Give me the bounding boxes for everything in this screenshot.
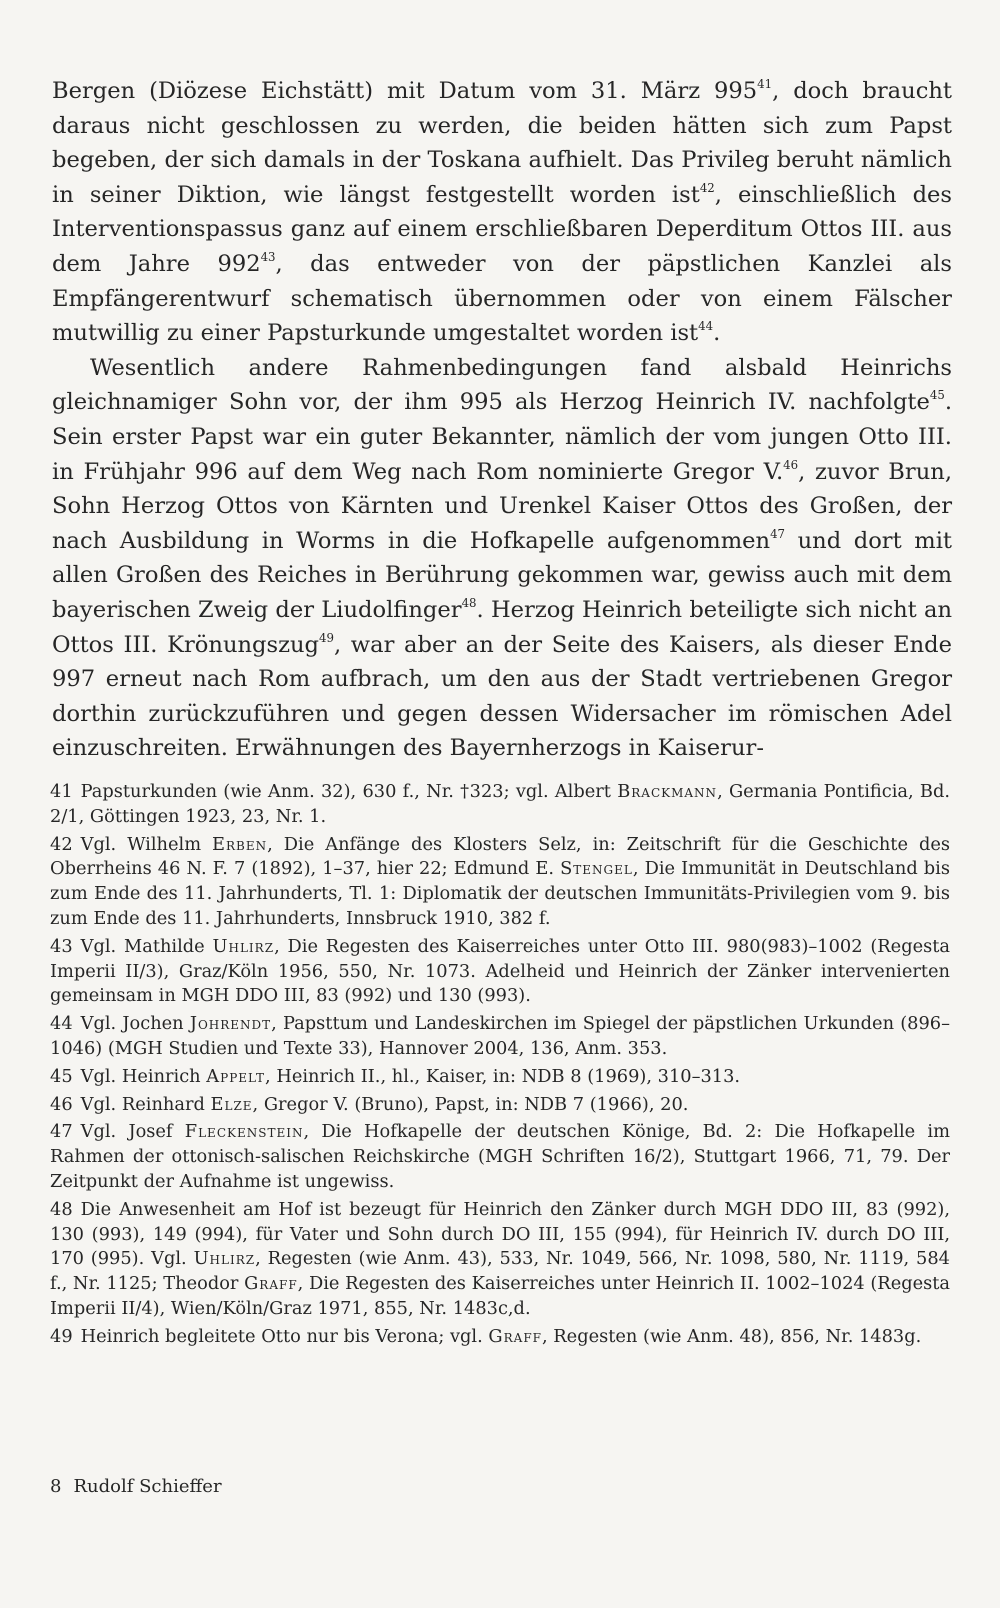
author-name: Graff — [488, 1325, 542, 1347]
author-name: Stengel — [560, 858, 633, 880]
running-author: Rudolf Schieffer — [73, 1476, 222, 1497]
author-name: Elze — [210, 1093, 253, 1115]
footnote-ref-42[interactable]: 42 — [699, 180, 715, 195]
footnote-number: 45 — [50, 1065, 73, 1087]
footnote-number: 47 — [50, 1121, 73, 1143]
footnote-number: 46 — [50, 1093, 73, 1115]
footnote-ref-46[interactable]: 46 — [783, 457, 799, 472]
author-name: Brackmann — [617, 781, 718, 802]
author-name: Uhlirz — [193, 1248, 256, 1270]
footnote-44: 44 Vgl. Jochen Johrendt, Papsttum und Landeskirchen im Spiegel der päpstlichen Urkunden (896–1046) (MGH Studien und Texte 33), Hannover 2004, 136, Anm. 353. — [50, 1013, 950, 1059]
footnote-41: 41 Papsturkunden (wie Anm. 32), 630 f., Nr. †323; vgl. Albert Brackmann, Germania Pontificia, Bd. 2/1, Göttingen 1923, 23, Nr. 1. — [50, 781, 950, 827]
footnote-46: 46 Vgl. Reinhard Elze, Gregor V. (Bruno), Papst, in: NDB 7 (1966), 20. — [50, 1093, 689, 1115]
author-name: Johrendt — [189, 1013, 272, 1035]
footnote-45: 45 Vgl. Heinrich Appelt, Heinrich II., hl., Kaiser, in: NDB 8 (1969), 310–313. — [50, 1065, 741, 1087]
footnote-43: 43 Vgl. Mathilde Uhlirz, Die Regesten des Kaiserreiches unter Otto III. 980(983)–1002 (Regesta Imperii II/3), Graz/Köln 1956, 550, Nr. 1073. Adelheid und Heinrich der Zänker intervenierten gemeinsam in MGH DDO III, 83 (992) und 130 (993). — [50, 935, 950, 1007]
page-footer — [50, 1475, 222, 1499]
footnote-ref-47[interactable]: 47 — [770, 526, 786, 541]
footnote-ref-48[interactable]: 48 — [461, 595, 477, 610]
author-name: Fleckenstein — [184, 1121, 304, 1143]
footnote-42: 42 Vgl. Wilhelm Erben, Die Anfänge des Klosters Selz, in: Zeitschrift für die Geschichte des Oberrheins 46 N. F. 7 (1892), 1–37, hier 22; Edmund E. Stengel, Die Immunität in Deutschland bis zum Ende des 11. Jahrhunderts, Tl. 1: Diplomatik der deutschen Immunitäts-Privilegien vom 9. bis zum Ende des 11. Jahrhunderts, Innsbruck 1910, 382 f. — [50, 833, 950, 929]
footnote-number: 44 — [50, 1013, 73, 1035]
author-name: Erben — [212, 833, 268, 855]
footnote-number: 41 — [50, 781, 73, 802]
paragraph-2: Wesentlich andere Rahmenbedingungen fand alsbald Heinrichs gleichnamiger Sohn vor, der ihm 995 als Herzog Heinrich IV. nachfolgte$^{45}$. Sein erster Papst war ein guter Bekannter, nämlich der vom jungen Otto III. in Frühjahr 996 auf dem Weg nach Rom nominierte Gregor V.$^{46}$, zuvor Brun, Sohn Herzog Ottos von Kärnten und Urenkel Kaiser Ottos des Großen, der nach Ausbildung in Worms in die Hofkapelle aufgenommen$^{47}$ und dort mit allen Großen des Reiches in Berührung gekommen war, gewiss auch mit dem bayerischen Zweig der Liudolfinger$^{48}$. Herzog Heinrich beteiligte sich nicht an Ottos III. Krönungszug$^{49}$, war aber an der Seite des Kaisers, als dieser Ende 997 erneut nach Rom aufbrach, um den aus der Stadt vertriebenen Gregor dorthin zurückzuführen und gegen dessen Widersacher im römischen Adel einzuschreiten. Erwähnungen des Bayernherzogs in Kaiserur- — [52, 354, 952, 762]
footnote-47: 47 Vgl. Josef Fleckenstein, Die Hofkapelle der deutschen Könige, Bd. 2: Die Hofkapelle im Rahmen der ottonisch-salischen Reichskirche (MGH Schriften 16/2), Stuttgart 1966, 71, 79. Der Zeitpunkt der Aufnahme ist ungewiss. — [50, 1121, 950, 1192]
page-number: 8 — [50, 1476, 62, 1497]
author-name: Graff — [244, 1273, 298, 1295]
footnote-ref-41[interactable]: 41 — [757, 77, 773, 92]
footnote-49: 49 Heinrich begleitete Otto nur bis Verona; vgl. Graff, Regesten (wie Anm. 48), 856, Nr. 1483g. — [50, 1325, 922, 1347]
footnote-number: 48 — [50, 1198, 73, 1220]
footnote-number: 43 — [50, 935, 73, 957]
footnote-number: 42 — [50, 833, 73, 855]
footnote-number: 49 — [50, 1325, 73, 1347]
author-name: Appelt — [206, 1065, 266, 1087]
footnote-ref-44[interactable]: 44 — [698, 319, 714, 334]
footnote-48: 48 Die Anwesenheit am Hof ist bezeugt für Heinrich den Zänker durch MGH DDO III, 83 (992), 130 (993), 149 (994), für Vater und Sohn durch DO III, 155 (994), für Heinrich IV. durch DO III, 170 (995). Vgl. Uhlirz, Regesten (wie Anm. 43), 533, Nr. 1049, 566, Nr. 1098, 580, Nr. 1119, 584 f., Nr. 1125; Theodor Graff, Die Regesten des Kaiserreiches unter Heinrich II. 1002–1024 (Regesta Imperii II/4), Wien/Köln/Graz 1971, 855, Nr. 1483c,d. — [50, 1198, 950, 1319]
footnotes — [50, 780, 950, 1353]
author-name: Uhlirz — [212, 935, 275, 957]
footnote-ref-45[interactable]: 45 — [929, 388, 945, 403]
footnote-ref-49[interactable]: 49 — [319, 630, 334, 645]
footnote-ref-43[interactable]: 43 — [260, 249, 276, 264]
paragraph-1: Bergen (Diözese Eichstätt) mit Datum vom 31. März $995^{41}$, doch braucht daraus nicht geschlossen zu werden, die beiden hätten sich zum Papst begeben, der sich damals in der Toskana aufhielt. Das Privileg beruht nämlich in seiner Diktion, wie längst festgestellt worden ist$^{42}$, einschließlich des Interventionspassus ganz auf einem erschließbaren Deperditum Ottos III. aus dem Jahre $992^{43}$, das entweder von der päpstlichen Kanzlei als Empfängerentwurf schematisch übernommen oder von einem Fälscher mutwillig zu einer Papsturkunde umgestaltet worden ist$^{44}$. — [52, 77, 952, 347]
main-text — [52, 74, 952, 766]
